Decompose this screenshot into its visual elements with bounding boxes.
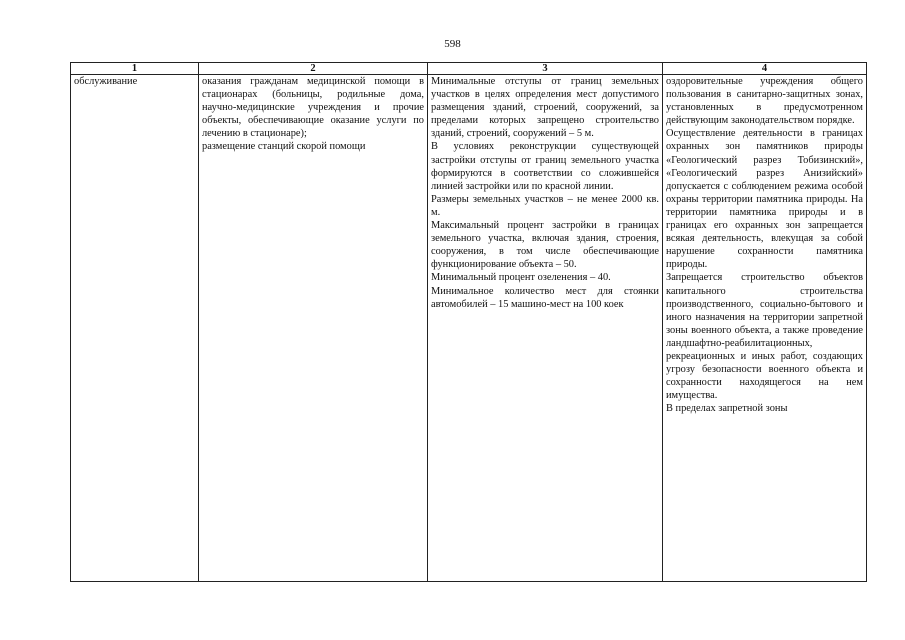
cell-text: оздоровительные учреждения общего пользования в санитарно-защитных зонах, установленных в предусмотренном действующим законодательством порядке.	[666, 76, 863, 127]
cell-text: Размеры земельных участков – не менее 2000 кв. м.	[431, 193, 659, 218]
column-header-3: 3	[428, 63, 663, 75]
cell-text: Осуществление деятельности в границах охранных зон памятников природы «Геологический разрез Тобизинский», «Геологический разрез Анизийский» допускается с соблюдением режима особой охраны территории памятника природы. На территории памятника природы и в границах его охранных зон запрещается всякая деятельность, влекущая за собой нарушение сохранности памятника природы.	[666, 128, 863, 271]
document-table	[70, 62, 867, 582]
cell-col4	[663, 75, 867, 582]
cell-text: размещение станций скорой помощи	[202, 141, 366, 153]
cell-col2	[199, 75, 428, 582]
cell-text: Запрещается строительство объектов капитального строительства производственного, социально-бытового и иного назначения на территории запретной зоны военного объекта, а также проведение ландшафтно-реабилитационных, рекреационных и иных работ, создающих угрозу безопасности военного объекта и сохранности находящегося на нем имущества.	[666, 272, 863, 402]
cell-text: В условиях реконструкции существующей застройки отступы от границ земельного участка формируются в соответствии со сложившейся линией застройки или по красной линии.	[431, 141, 659, 192]
cell-text: Максимальный процент застройки в границах земельного участка, включая здания, строения, сооружения, в том числе обеспечивающие функционирование объекта – 50.	[431, 220, 659, 271]
cell-text: оказания гражданам медицинской помощи в стационарах (больницы, родильные дома, научно-медицинские учреждения и прочие объекты, обеспечивающие оказание услуги по лечению в стационаре);	[202, 76, 424, 140]
cell-text: В пределах запретной зоны	[666, 403, 788, 415]
cell-text: Минимальное количество мест для стоянки автомобилей – 15 машино-мест на 100 коек	[431, 285, 659, 310]
column-header-2: 2	[199, 63, 428, 75]
table-row	[71, 75, 867, 582]
cell-text: Минимальные отступы от границ земельных участков в целях определения мест допустимого размещения зданий, строений, сооружений, за пределами которых запрещено строительство зданий, строений, сооружений – 5 м.	[431, 76, 659, 140]
column-header-1: 1	[71, 63, 199, 75]
table-header-row	[71, 63, 867, 75]
cell-text: обслуживание	[74, 76, 138, 87]
column-header-4: 4	[663, 63, 867, 75]
page-number: 598	[444, 38, 461, 50]
cell-col1	[71, 75, 199, 582]
cell-text: Минимальный процент озеленения – 40.	[431, 272, 611, 284]
cell-col3	[428, 75, 663, 582]
